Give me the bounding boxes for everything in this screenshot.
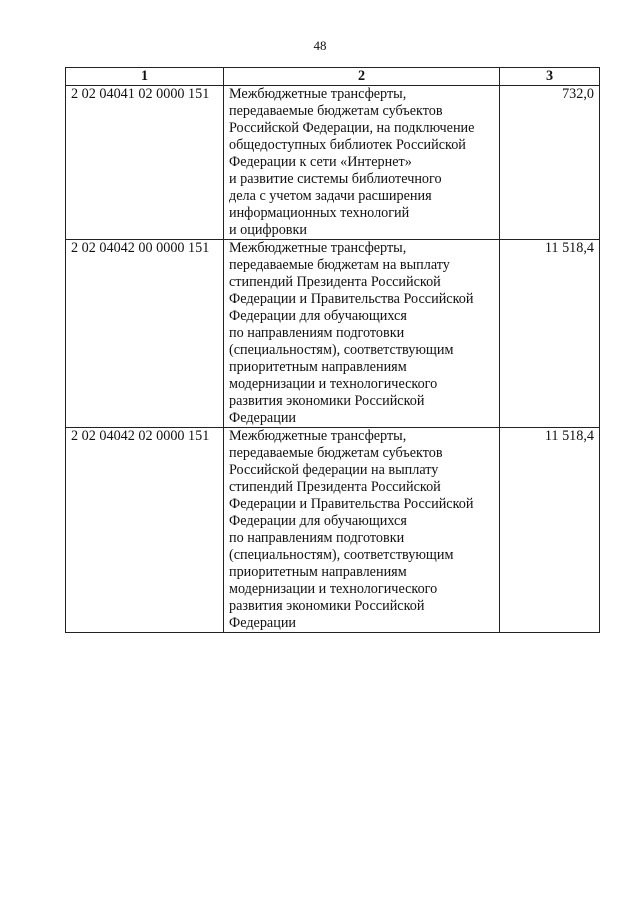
row-name-line: (специальностям), соответствующим bbox=[229, 342, 454, 358]
row-name-line: Федерации и Правительства Российской bbox=[229, 291, 474, 307]
table-row bbox=[66, 240, 600, 428]
row-name-line: модернизации и технологического bbox=[229, 376, 438, 392]
row-name-line: передаваемые бюджетам субъектов bbox=[229, 445, 443, 461]
row-code: 2 02 04042 02 0000 151 bbox=[66, 428, 224, 633]
row-code: 2 02 04041 02 0000 151 bbox=[66, 86, 224, 240]
row-name-line: стипендий Президента Российской bbox=[229, 479, 441, 495]
row-name-line: модернизации и технологического bbox=[229, 581, 438, 597]
row-name-line: (специальностям), соответствующим bbox=[229, 547, 454, 563]
row-name bbox=[224, 86, 500, 240]
row-name-line: общедоступных библиотек Российской bbox=[229, 137, 466, 153]
row-name-line: развития экономики Российской bbox=[229, 598, 425, 614]
row-name-line: Федерации bbox=[229, 410, 297, 426]
row-name-line: и оцифровки bbox=[229, 222, 307, 238]
row-name-line: Федерации к сети «Интернет» bbox=[229, 154, 412, 170]
column-header-amount: 3 bbox=[500, 68, 600, 86]
row-name-line: приоритетным направлениям bbox=[229, 564, 407, 580]
row-name-line: развития экономики Российской bbox=[229, 393, 425, 409]
row-name-line: передаваемые бюджетам на выплату bbox=[229, 257, 450, 273]
row-amount: 11 518,4 bbox=[500, 240, 600, 428]
row-name-line: Российской федерации на выплату bbox=[229, 462, 439, 478]
row-name-line: Федерации для обучающихся bbox=[229, 308, 407, 324]
row-name-line: стипендий Президента Российской bbox=[229, 274, 441, 290]
row-name-line: Российской Федерации, на подключение bbox=[229, 120, 475, 136]
row-amount: 732,0 bbox=[500, 86, 600, 240]
row-name-line: по направлениям подготовки bbox=[229, 530, 405, 546]
row-name-line: передаваемые бюджетам субъектов bbox=[229, 103, 443, 119]
page-number: 48 bbox=[313, 38, 327, 53]
table-row bbox=[66, 428, 600, 633]
row-amount: 11 518,4 bbox=[500, 428, 600, 633]
row-name-line: дела с учетом задачи расширения bbox=[229, 188, 432, 204]
row-name bbox=[224, 240, 500, 428]
table-header-row bbox=[66, 68, 600, 86]
row-name-line: Федерации bbox=[229, 615, 297, 631]
column-header-name: 2 bbox=[224, 68, 500, 86]
row-name-line: информационных технологий bbox=[229, 205, 410, 221]
budget-table bbox=[65, 67, 600, 633]
row-name-line: Межбюджетные трансферты, bbox=[229, 240, 407, 256]
table-row bbox=[66, 86, 600, 240]
row-name-line: Федерации для обучающихся bbox=[229, 513, 407, 529]
row-code: 2 02 04042 00 0000 151 bbox=[66, 240, 224, 428]
row-name-line: Межбюджетные трансферты, bbox=[229, 428, 407, 444]
column-header-code: 1 bbox=[66, 68, 224, 86]
row-name-line: Федерации и Правительства Российской bbox=[229, 496, 474, 512]
row-name-line: по направлениям подготовки bbox=[229, 325, 405, 341]
row-name-line: Межбюджетные трансферты, bbox=[229, 86, 407, 102]
row-name bbox=[224, 428, 500, 633]
row-name-line: приоритетным направлениям bbox=[229, 359, 407, 375]
row-name-line: и развитие системы библиотечного bbox=[229, 171, 442, 187]
